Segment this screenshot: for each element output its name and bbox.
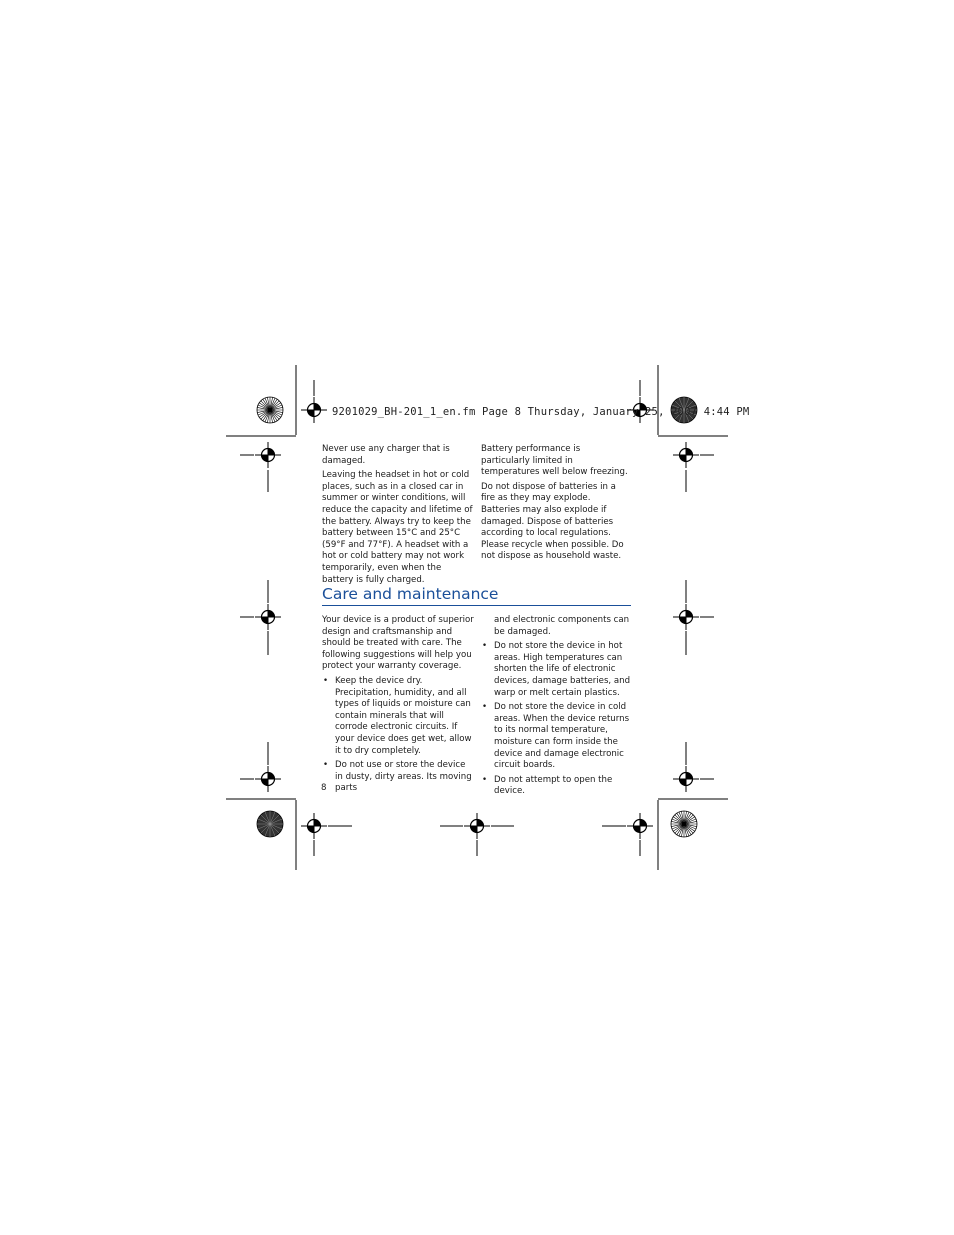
top-right-column — [481, 444, 631, 566]
bullet-icon: • — [482, 641, 488, 652]
continuation-text: and electronic components can be damaged. — [494, 615, 630, 637]
care-left-column — [322, 615, 474, 798]
care-right-column — [481, 615, 633, 801]
intro-paragraph: Your device is a product of superior design and craftsmanship and should be treated with care. The following suggestions will help you protect your warranty coverage. — [322, 615, 474, 672]
top-left-column — [322, 444, 474, 589]
list-item: • Do not store the device in hot areas. High temperatures can shorten the life of electronic devices, damage batteries, and warp or melt certain plastics. — [482, 641, 631, 698]
list-item: • Do not attempt to open the device. — [482, 774, 613, 797]
bullet-list — [481, 641, 633, 798]
page-number: 8 — [321, 783, 327, 793]
bullet-list — [322, 676, 474, 795]
paragraph: Never use any charger that is damaged. — [322, 444, 450, 466]
list-item: • Do not use or store the device in dusty, dirty areas. Its moving parts — [323, 760, 472, 794]
bullet-icon: • — [323, 675, 329, 686]
list-item: • Keep the device dry. Precipitation, humidity, and all types of liquids or moisture can contain minerals that will corrode electronic circuits. If your device does get wet, allow it to dry completely. — [323, 675, 472, 756]
paragraph: Battery performance is particularly limited in temperatures well below freezing. — [481, 444, 628, 478]
file-info-header: 9201029_BH-201_1_en.fm Page 8 Thursday, January 25, 2007 4:44 PM — [332, 406, 750, 418]
bullet-icon: • — [482, 774, 488, 785]
section-heading: Care and maintenance — [322, 585, 631, 606]
bullet-icon: • — [482, 702, 488, 713]
bullet-icon: • — [323, 760, 329, 771]
paragraph: Do not dispose of batteries in a fire as they may explode. Batteries may also explode if damaged. Dispose of batteries according to local regulations. Please recycle when possible. Do not dispose as household waste. — [481, 481, 624, 562]
list-item: • Do not store the device in cold areas. When the device returns to its normal temperature, moisture can form inside the device and damage electronic circuit boards. — [482, 702, 630, 771]
paragraph: Leaving the headset in hot or cold places, such as in a closed car in summer or winter conditions, will reduce the capacity and lifetime of the battery. Always try to keep the battery between 15°C and 25°C (59°F and 77°F). A headset with a hot or cold battery may not work temporarily, even when the battery is fully charged. — [322, 470, 473, 585]
